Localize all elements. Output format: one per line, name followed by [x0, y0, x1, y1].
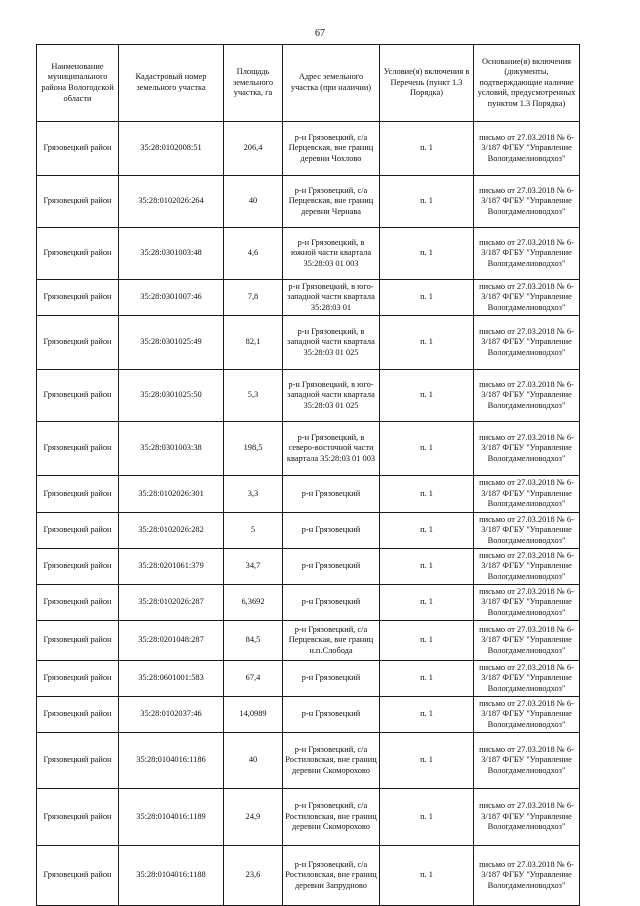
cell-basis: письмо от 27.03.2018 № 6-3/187 ФГБУ "Управление Вологдамелиоводхоз" — [474, 422, 580, 476]
cell-basis: письмо от 27.03.2018 № 6-3/187 ФГБУ "Управление Вологдамелиоводхоз" — [474, 176, 580, 228]
table-row — [37, 422, 580, 476]
cell-cadastral-number: 35:28:0201061:379 — [119, 549, 224, 585]
cell-address: р-н Грязовецкий, с/а Перцевская, вне границ деревни Чохлово — [283, 122, 380, 176]
cell-area: 6,3692 — [224, 585, 283, 621]
cell-basis: письмо от 27.03.2018 № 6-3/187 ФГБУ "Управление Вологдамелиоводхоз" — [474, 228, 580, 280]
cell-condition: п. 1 — [380, 228, 474, 280]
cell-cadastral-number: 35:28:0601001:583 — [119, 661, 224, 697]
cell-address: р-н Грязовецкий, в юго-западной части квартала 35:28:03 01 025 — [283, 370, 380, 422]
cell-cadastral-number: 35:28:0102037:46 — [119, 697, 224, 733]
cell-area: 24,9 — [224, 789, 283, 846]
cell-address: р-н Грязовецкий — [283, 661, 380, 697]
cell-basis: письмо от 27.03.2018 № 6-3/187 ФГБУ "Управление Вологдамелиоводхоз" — [474, 513, 580, 549]
header-cadastral-number: Кадастровый номер земельного участка — [119, 45, 224, 122]
table-row — [37, 789, 580, 846]
cell-address: р-н Грязовецкий, с/а Ростиловская, вне границ деревни Скоморохово — [283, 789, 380, 846]
cell-district: Грязовецкий район — [37, 122, 119, 176]
cell-condition: п. 1 — [380, 789, 474, 846]
cell-cadastral-number: 35:28:0301003:48 — [119, 228, 224, 280]
cell-address: р-н Грязовецкий, с/а Ростиловская, вне границ деревни Запрудново — [283, 846, 380, 906]
cell-cadastral-number: 35:28:0104016:1189 — [119, 789, 224, 846]
cell-address: р-н Грязовецкий — [283, 585, 380, 621]
cell-cadastral-number: 35:28:0102026:287 — [119, 585, 224, 621]
cell-address: р-н Грязовецкий — [283, 697, 380, 733]
cell-area: 3,3 — [224, 476, 283, 513]
cell-basis: письмо от 27.03.2018 № 6-3/187 ФГБУ "Управление Вологдамелиоводхоз" — [474, 697, 580, 733]
table-row — [37, 549, 580, 585]
cell-condition: п. 1 — [380, 316, 474, 370]
cell-basis: письмо от 27.03.2018 № 6-3/187 ФГБУ "Управление Вологдамелиоводхоз" — [474, 846, 580, 906]
cell-district: Грязовецкий район — [37, 280, 119, 316]
cell-address: р-н Грязовецкий, в юго-западной части квартала 35:28:03 01 — [283, 280, 380, 316]
table-row — [37, 585, 580, 621]
cell-cadastral-number: 35:28:0301003:38 — [119, 422, 224, 476]
cell-condition: п. 1 — [380, 370, 474, 422]
cell-district: Грязовецкий район — [37, 176, 119, 228]
cell-cadastral-number: 35:28:0104016:1186 — [119, 733, 224, 789]
header-area: Площадь земельного участка, га — [224, 45, 283, 122]
cell-cadastral-number: 35:28:0102026:301 — [119, 476, 224, 513]
cell-district: Грязовецкий район — [37, 422, 119, 476]
cell-district: Грязовецкий район — [37, 789, 119, 846]
cell-address: р-н Грязовецкий, в северо-восточной части квартала 35:28:03 01 003 — [283, 422, 380, 476]
cell-area: 34,7 — [224, 549, 283, 585]
cell-cadastral-number: 35:28:0102026:282 — [119, 513, 224, 549]
table-row — [37, 176, 580, 228]
cell-area: 40 — [224, 176, 283, 228]
cell-district: Грязовецкий район — [37, 549, 119, 585]
cell-address: р-н Грязовецкий — [283, 476, 380, 513]
table-header-row — [37, 45, 580, 122]
cell-cadastral-number: 35:28:0102026:264 — [119, 176, 224, 228]
table-row — [37, 476, 580, 513]
cell-area: 206,4 — [224, 122, 283, 176]
cell-cadastral-number: 35:28:0301025:49 — [119, 316, 224, 370]
cell-condition: п. 1 — [380, 621, 474, 661]
cell-condition: п. 1 — [380, 697, 474, 733]
cell-address: р-н Грязовецкий — [283, 549, 380, 585]
cell-cadastral-number: 35:28:0301007:46 — [119, 280, 224, 316]
cell-condition: п. 1 — [380, 280, 474, 316]
cell-basis: письмо от 27.03.2018 № 6-3/187 ФГБУ "Управление Вологдамелиоводхоз" — [474, 280, 580, 316]
cell-area: 23,6 — [224, 846, 283, 906]
table-row — [37, 697, 580, 733]
cell-cadastral-number: 35:28:0102008:51 — [119, 122, 224, 176]
cell-address: р-н Грязовецкий, в западной части квартала 35:28:03 01 025 — [283, 316, 380, 370]
cell-basis: письмо от 27.03.2018 № 6-3/187 ФГБУ "Управление Вологдамелиоводхоз" — [474, 370, 580, 422]
table-row — [37, 280, 580, 316]
cell-cadastral-number: 35:28:0201048:287 — [119, 621, 224, 661]
cell-condition: п. 1 — [380, 513, 474, 549]
cell-address: р-н Грязовецкий, с/а Перцевская, вне границ деревни Чернава — [283, 176, 380, 228]
cell-basis: письмо от 27.03.2018 № 6-3/187 ФГБУ "Управление Вологдамелиоводхоз" — [474, 621, 580, 661]
table-row — [37, 228, 580, 280]
cell-district: Грязовецкий район — [37, 513, 119, 549]
cell-district: Грязовецкий район — [37, 316, 119, 370]
cell-district: Грязовецкий район — [37, 228, 119, 280]
cell-district: Грязовецкий район — [37, 661, 119, 697]
cell-address: р-н Грязовецкий, в южной части квартала 35:28:03 01 003 — [283, 228, 380, 280]
cell-area: 40 — [224, 733, 283, 789]
header-address: Адрес земельного участка (при наличии) — [283, 45, 380, 122]
cell-condition: п. 1 — [380, 661, 474, 697]
land-parcel-table — [36, 44, 580, 906]
table-row — [37, 122, 580, 176]
cell-condition: п. 1 — [380, 733, 474, 789]
cell-address: р-н Грязовецкий — [283, 513, 380, 549]
cell-basis: письмо от 27.03.2018 № 6-3/187 ФГБУ "Управление Вологдамелиоводхоз" — [474, 122, 580, 176]
cell-area: 198,5 — [224, 422, 283, 476]
cell-condition: п. 1 — [380, 176, 474, 228]
table-row — [37, 370, 580, 422]
cell-condition: п. 1 — [380, 476, 474, 513]
cell-area: 7,8 — [224, 280, 283, 316]
cell-area: 5 — [224, 513, 283, 549]
header-district: Наименование муниципального района Вологодской области — [37, 45, 119, 122]
table-row — [37, 733, 580, 789]
cell-area: 82,1 — [224, 316, 283, 370]
cell-district: Грязовецкий район — [37, 476, 119, 513]
cell-basis: письмо от 27.03.2018 № 6-3/187 ФГБУ "Управление Вологдамелиоводхоз" — [474, 661, 580, 697]
cell-area: 5,3 — [224, 370, 283, 422]
cell-district: Грязовецкий район — [37, 733, 119, 789]
cell-condition: п. 1 — [380, 846, 474, 906]
cell-basis: письмо от 27.03.2018 № 6-3/187 ФГБУ "Управление Вологдамелиоводхоз" — [474, 585, 580, 621]
cell-cadastral-number: 35:28:0301025:50 — [119, 370, 224, 422]
table-row — [37, 316, 580, 370]
cell-basis: письмо от 27.03.2018 № 6-3/187 ФГБУ "Управление Вологдамелиоводхоз" — [474, 549, 580, 585]
header-basis: Основание(я) включения (документы, подтверждающие наличие условий, предусмотренных пунктом 1.3 Порядка) — [474, 45, 580, 122]
cell-area: 67,4 — [224, 661, 283, 697]
table-body — [37, 122, 580, 906]
cell-basis: письмо от 27.03.2018 № 6-3/187 ФГБУ "Управление Вологдамелиоводхоз" — [474, 316, 580, 370]
cell-area: 14,0989 — [224, 697, 283, 733]
cell-district: Грязовецкий район — [37, 621, 119, 661]
cell-condition: п. 1 — [380, 422, 474, 476]
cell-district: Грязовецкий район — [37, 370, 119, 422]
table-row — [37, 661, 580, 697]
cell-cadastral-number: 35:28:0104016:1188 — [119, 846, 224, 906]
cell-area: 4,6 — [224, 228, 283, 280]
cell-condition: п. 1 — [380, 585, 474, 621]
cell-district: Грязовецкий район — [37, 697, 119, 733]
cell-condition: п. 1 — [380, 549, 474, 585]
header-condition: Условие(я) включения в Перечень (пункт 1.3 Порядка) — [380, 45, 474, 122]
cell-basis: письмо от 27.03.2018 № 6-3/187 ФГБУ "Управление Вологдамелиоводхоз" — [474, 476, 580, 513]
table-row — [37, 513, 580, 549]
cell-district: Грязовецкий район — [37, 846, 119, 906]
page-number: 67 — [315, 28, 325, 39]
cell-condition: п. 1 — [380, 122, 474, 176]
cell-address: р-н Грязовецкий, с/а Ростиловская, вне границ деревни Скоморохово — [283, 733, 380, 789]
table-row — [37, 621, 580, 661]
cell-district: Грязовецкий район — [37, 585, 119, 621]
cell-basis: письмо от 27.03.2018 № 6-3/187 ФГБУ "Управление Вологдамелиоводхоз" — [474, 733, 580, 789]
cell-area: 84,5 — [224, 621, 283, 661]
cell-address: р-н Грязовецкий, с/а Перцевская, вне границ н.п.Слобода — [283, 621, 380, 661]
cell-basis: письмо от 27.03.2018 № 6-3/187 ФГБУ "Управление Вологдамелиоводхоз" — [474, 789, 580, 846]
table-row — [37, 846, 580, 906]
